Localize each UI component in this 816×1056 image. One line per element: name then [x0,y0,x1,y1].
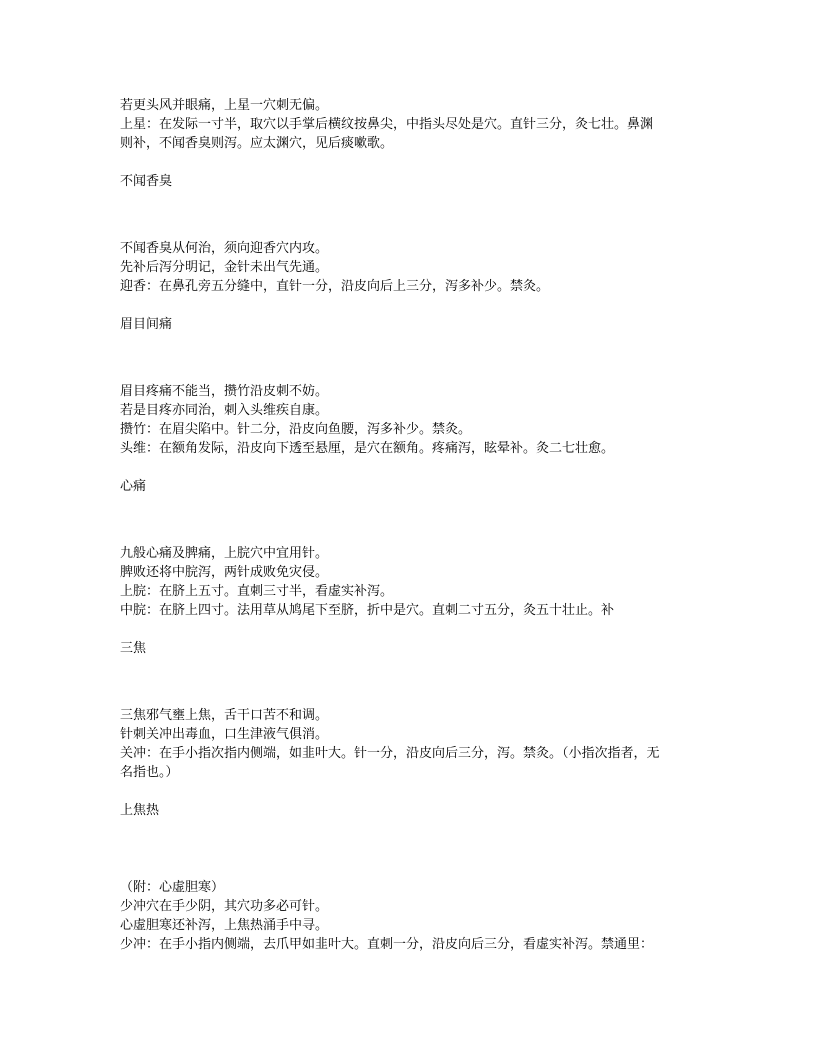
text-line: 迎香：在鼻孔旁五分缝中，直针一分，沿皮向后上三分，泻多补少。禁灸。 [120,279,550,294]
verse-line: 少冲穴在手少阴，其穴功多必可针。 [120,899,329,914]
text-line: 上脘：在脐上五寸。直刺三寸半，看虚实补泻。 [120,584,394,599]
section-upper-jiao-heat [120,801,700,954]
section-brow-eye-pain [120,315,700,458]
verse-line: 眉目疼痛不能当，攒竹沿皮刺不妨。 [120,384,329,399]
note-line: （附：心虚胆寒） [120,880,225,895]
verse-line: 若是目疼亦同治，刺入头维疾自康。 [120,403,329,418]
verse-line: 脾败还将中脘泻，两针成败免灾侵。 [120,565,329,580]
section-intro [120,96,700,153]
verse-line: 九般心痛及脾痛，上脘穴中宜用针。 [120,546,329,561]
section-heart-pain [120,477,700,620]
section-san-jiao [120,639,700,782]
verse-line: 心虚胆寒还补泻，上焦热涌手中寻。 [120,918,329,933]
section-heading: 心痛 [120,479,147,494]
verse-line: 先补后泻分明记，金针未出气先通。 [120,260,329,275]
verse-line: 三焦邪气壅上焦，舌干口苦不和调。 [120,708,329,723]
section-loss-of-smell [120,172,700,296]
text-line: 上星：在发际一寸半，取穴以手掌后横纹按鼻尖，中指头尽处是穴。直针三分，灸七壮。鼻渊 [120,117,654,132]
text-line: 中脘：在脐上四寸。法用草从鸠尾下至脐，折中是穴。直刺二寸五分，灸五十壮止。补 [120,603,615,618]
verse-line: 针刺关冲出毒血，口生津液气俱消。 [120,727,329,742]
section-heading: 上焦热 [120,803,160,818]
text-line: 关冲：在手小指次指内侧端，如韭叶大。针一分，沿皮向后三分，泻。禁灸。（小指次指者，无 [120,746,660,761]
section-heading: 三焦 [120,641,147,656]
text-line: 头维：在额角发际，沿皮向下透至悬厘，是穴在额角。疼痛泻，眩晕补。灸二七壮愈。 [120,441,615,456]
verse-line: 若更头风并眼痛，上星一穴刺无偏。 [120,98,329,113]
verse-line: 不闻香臭从何治，须向迎香穴内攻。 [120,241,329,256]
document-page [120,96,700,954]
text-line: 则补，不闻香臭则泻。应太渊穴，见后痰嗽歌。 [120,136,394,151]
section-heading: 眉目间痛 [120,317,173,332]
text-line: 名指也。） [120,765,179,780]
section-heading: 不闻香臭 [120,174,173,189]
text-line: 攒竹：在眉尖陷中。针二分，沿皮向鱼腰，泻多补少。禁灸。 [120,422,472,437]
text-line: 少冲：在手小指内侧端，去爪甲如韭叶大。直刺一分，沿皮向后三分，看虚实补泻。禁通里： [120,937,654,952]
